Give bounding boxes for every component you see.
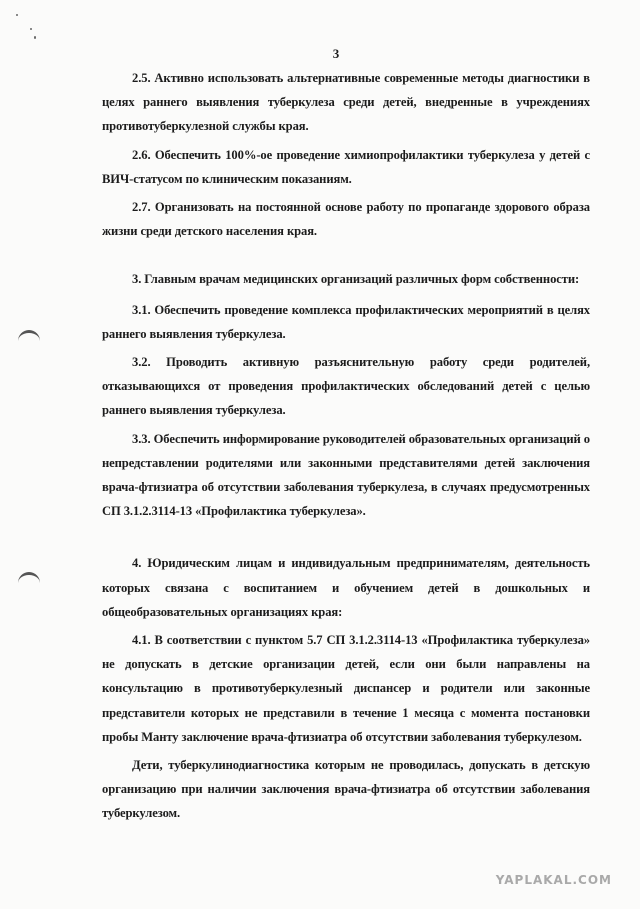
paragraph-3-2: 3.2. Проводить активную разъяснительную работу среди родителей, отказывающихся от проведения профилактических обследований детей с целью раннего выявления туберкулеза. — [102, 355, 590, 418]
paragraph-2-5: 2.5. Активно использовать альтернативные современные методы диагностики в целях раннего выявления туберкулеза среди детей, внедренные в учреждениях противотуберкулезной службы края. — [102, 71, 590, 134]
page-number: 3 — [332, 46, 340, 61]
paragraph-3-1: 3.1. Обеспечить проведение комплекса профилактических мероприятий в целях раннего выявления туберкулеза. — [102, 302, 590, 341]
scan-speck — [34, 36, 36, 39]
punch-hole-mark — [18, 330, 40, 343]
paragraph-3: 3. Главным врачам медицинских организаций различных форм собственности: — [132, 272, 580, 287]
paragraph-2-7: 2.7. Организовать на постоянной основе работу по пропаганде здорового образа жизни среди детского населения края. — [102, 200, 590, 239]
paragraph-4-1-note: Дети, туберкулинодиагностика которым не проводилась, допускать в детскую организацию при наличии заключения врача-фтизиатра об отсутствии заболевания туберкулезом. — [102, 758, 590, 821]
scan-speck — [16, 14, 18, 16]
paragraph-4: 4. Юридическим лицам и индивидуальным предпринимателям, деятельность которых связана с воспитанием и обучением детей в дошкольных и общеобразовательных организациях края: — [102, 556, 590, 619]
paragraph-3-3: 3.3. Обеспечить информирование руководителей образовательных организаций о непредставлении родителями или законными представителями детей заключения врача-фтизиатра об отсутствии заболевания туберкулеза, в случаях предусмотренных СП 3.1.2.3114-13 «Профилактика туберкулеза». — [102, 431, 590, 519]
document-body — [102, 66, 590, 826]
scan-speck — [30, 28, 32, 30]
punch-hole-mark — [18, 572, 40, 585]
site-watermark: YAPLAKAL.COM — [495, 873, 612, 887]
paragraph-2-6: 2.6. Обеспечить 100%-ое проведение химиопрофилактики туберкулеза у детей с ВИЧ-статусом по клиническим показаниям. — [102, 147, 590, 186]
paragraph-4-1: 4.1. В соответствии с пунктом 5.7 СП 3.1.2.3114-13 «Профилактика туберкулеза» не допускать в детские организации детей, если они были направлены на консультацию в противотуберкулезный диспансер и родители или законные представители которых не представили в течение 1 месяца с момента постановки пробы Манту заключение врача-фтизиатра об отсутствии заболевания туберкулезом. — [102, 633, 590, 744]
